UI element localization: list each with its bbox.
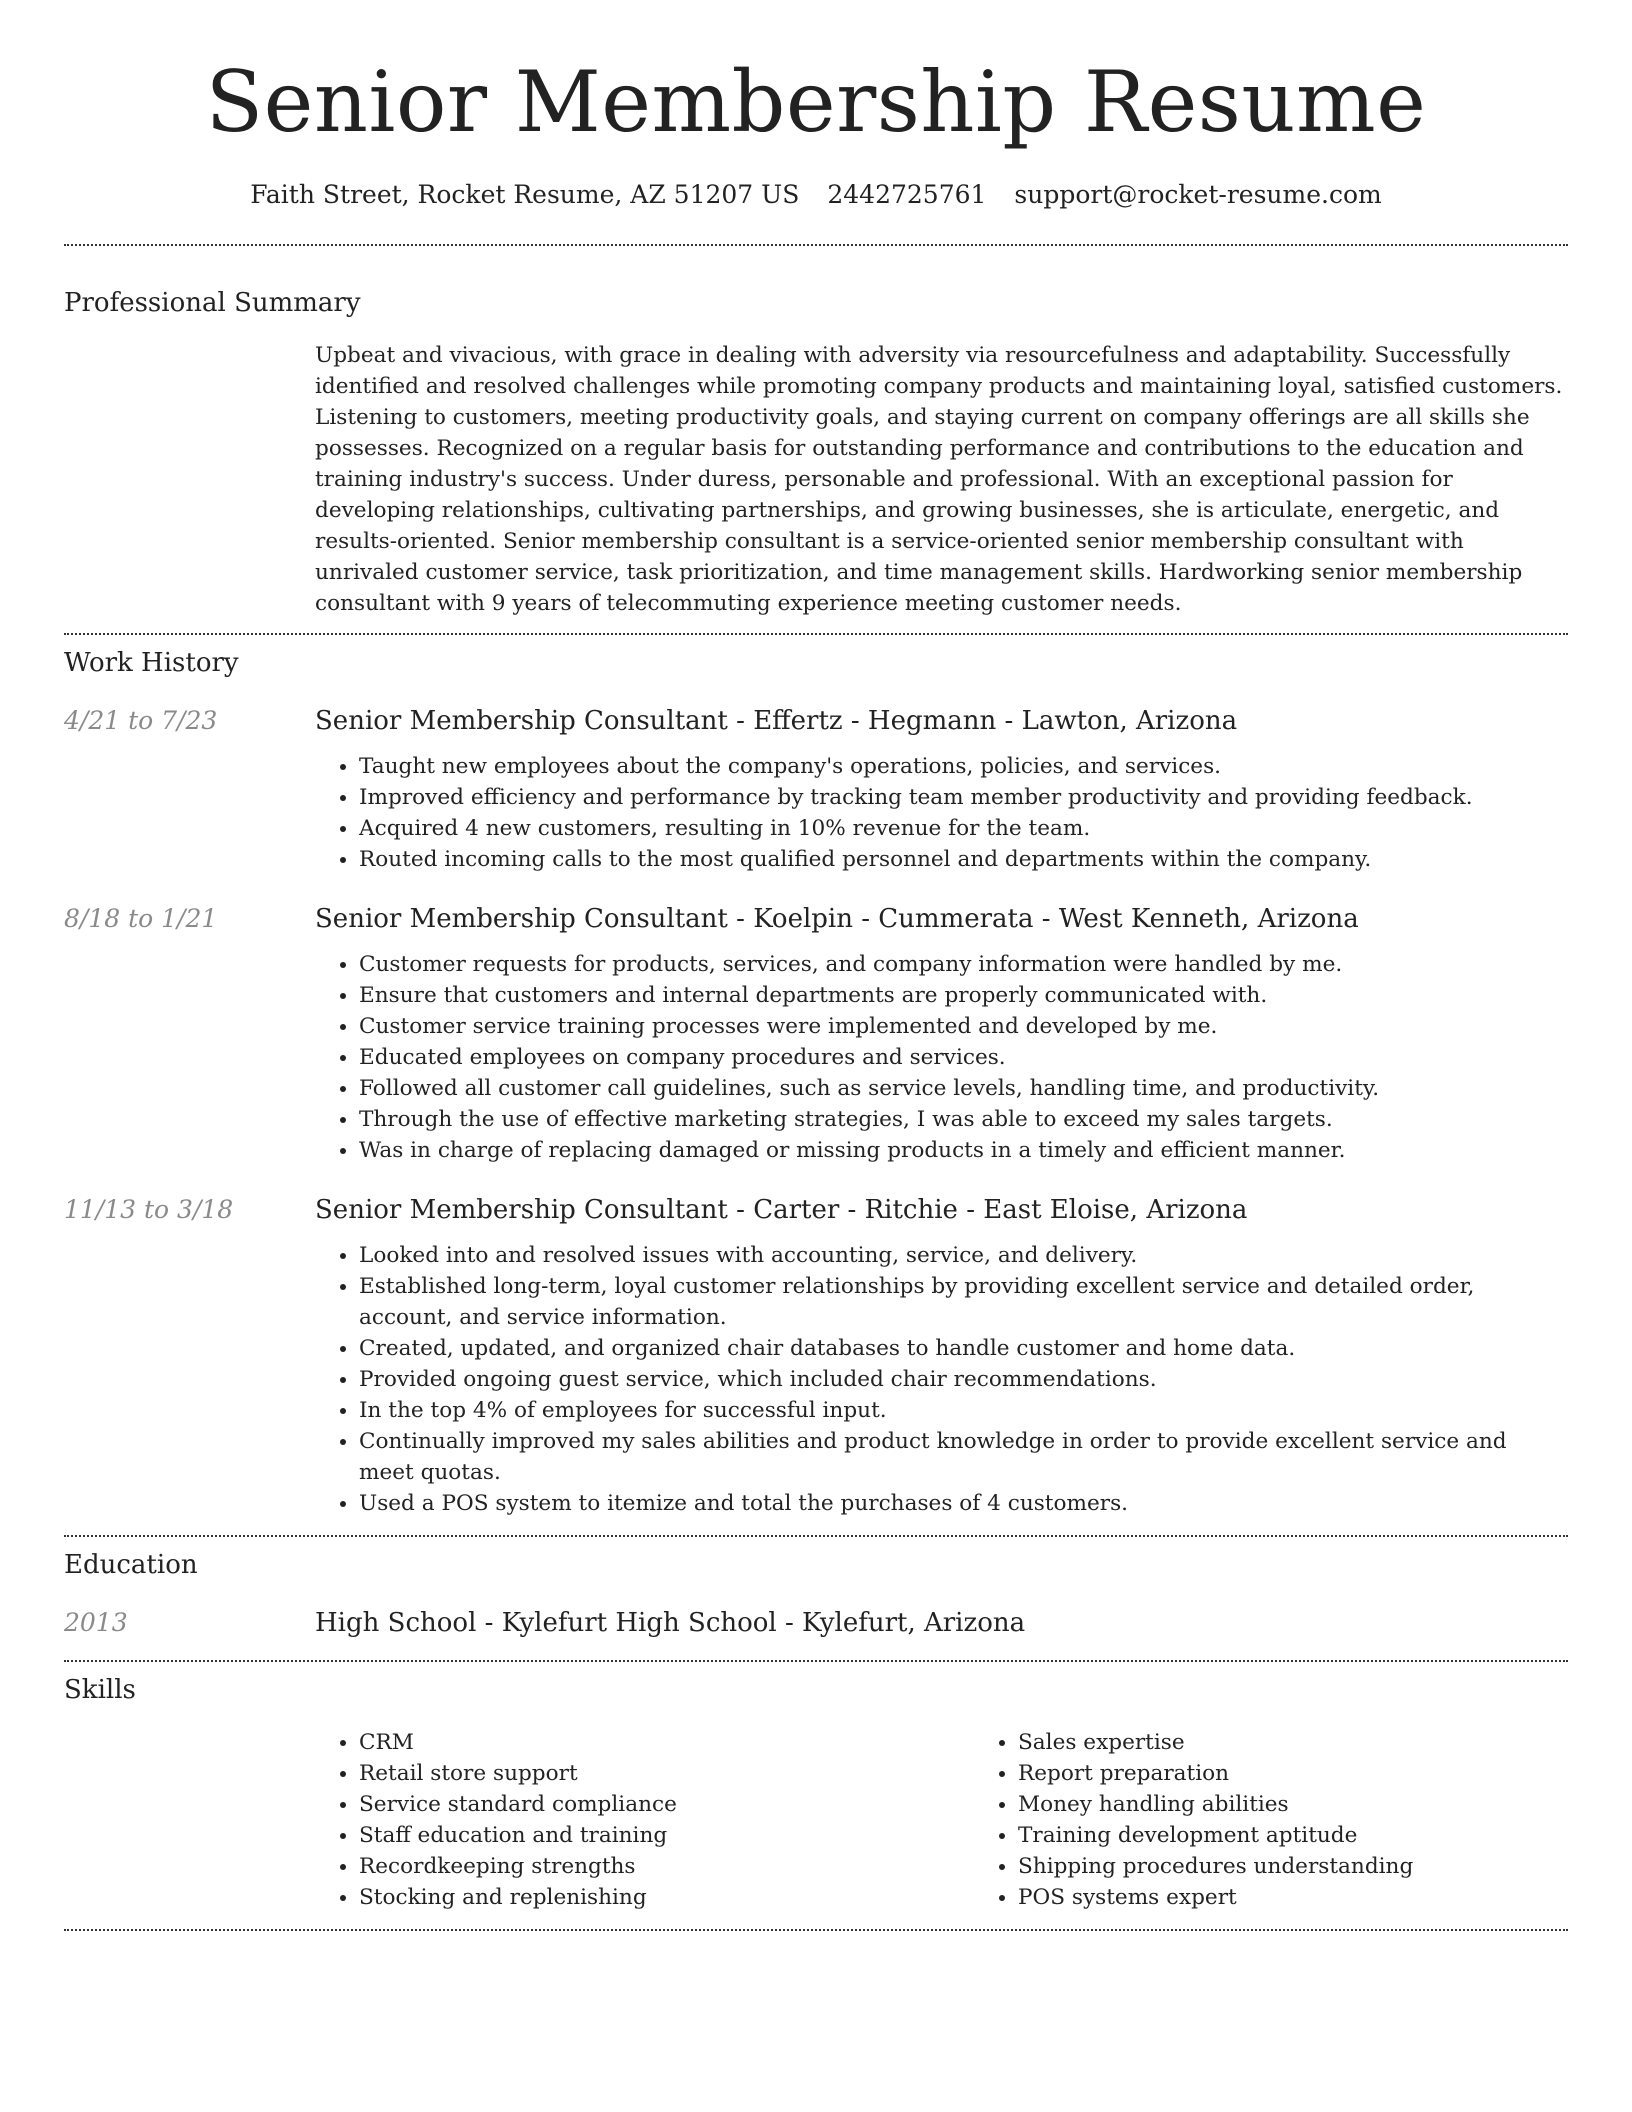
- contact-line: [64, 178, 1568, 212]
- list-item: • Followed all customer call guidelines, such as service levels, handling time, and productivity.: [359, 1073, 1568, 1104]
- job-bullets: [315, 949, 1568, 1166]
- skill-item: • Service standard compliance: [359, 1789, 974, 1820]
- skill-item: • Shipping procedures understanding: [1018, 1851, 1632, 1882]
- divider: [64, 1660, 1568, 1662]
- divider: [64, 244, 1568, 246]
- contact-email: support@rocket-resume.com: [1014, 180, 1382, 209]
- list-item: • Provided ongoing guest service, which included chair recommendations.: [359, 1364, 1568, 1395]
- list-item: • Customer requests for products, services, and company information were handled by me.: [359, 949, 1568, 980]
- skill-item: • Stocking and replenishing: [359, 1882, 974, 1913]
- section-title-summary: Professional Summary: [64, 288, 361, 318]
- skill-item: • Retail store support: [359, 1758, 974, 1789]
- skills-list-right: [974, 1727, 1632, 1913]
- skill-item: • Report preparation: [1018, 1758, 1632, 1789]
- list-item: • Continually improved my sales abilities and product knowledge in order to provide excellent service and meet quotas.: [359, 1426, 1568, 1488]
- divider: [64, 1929, 1568, 1931]
- section-title-skills: Skills: [64, 1675, 136, 1705]
- summary-text: Upbeat and vivacious, with grace in dealing with adversity via resourcefulness and adaptability. Successfully identified and resolved challenges while promoting company products and maintaining loyal, satisfied customers. Listening to customers, meeting productivity goals, and staying current on company offerings are all skills she possesses. Recognized on a regular basis for outstanding performance and contributions to the education and training industry's success. Under duress, personable and professional. With an exceptional passion for developing relationships, cultivating partnerships, and growing businesses, she is articulate, energetic, and results-oriented. Senior membership consultant is a service-oriented senior membership consultant with unrivaled customer service, task prioritization, and time management skills. Hardworking senior membership consultant with 9 years of telecommuting experience meeting customer needs.: [315, 343, 1563, 616]
- skill-item: • Staff education and training: [359, 1820, 974, 1851]
- section-title-work-history: Work History: [64, 648, 239, 678]
- job-dates: 11/13 to 3/18: [64, 1195, 234, 1224]
- skills-list-left: [315, 1727, 974, 1913]
- contact-phone: 2442725761: [827, 180, 987, 209]
- list-item: • Improved efficiency and performance by tracking team member productivity and providing feedback.: [359, 782, 1568, 813]
- education-details: High School - Kylefurt High School - Kylefurt, Arizona: [315, 1608, 1026, 1638]
- education-entry: [64, 1606, 1568, 1640]
- education-year: 2013: [64, 1608, 128, 1637]
- skill-item: • Sales expertise: [1018, 1727, 1632, 1758]
- job-dates: 8/18 to 1/21: [64, 904, 218, 933]
- resume-title: Senior Membership Resume: [205, 53, 1427, 151]
- job-dates: 4/21 to 7/23: [64, 706, 218, 735]
- divider: [64, 633, 1568, 635]
- list-item: • Taught new employees about the company's operations, policies, and services.: [359, 751, 1568, 782]
- list-item: • Created, updated, and organized chair databases to handle customer and home data.: [359, 1333, 1568, 1364]
- list-item: • Was in charge of replacing damaged or missing products in a timely and efficient manner.: [359, 1135, 1568, 1166]
- job-bullets: [315, 751, 1568, 875]
- list-item: • In the top 4% of employees for successful input.: [359, 1395, 1568, 1426]
- skill-item: • Money handling abilities: [1018, 1789, 1632, 1820]
- skill-item: • Recordkeeping strengths: [359, 1851, 974, 1882]
- list-item: • Educated employees on company procedures and services.: [359, 1042, 1568, 1073]
- list-item: • Routed incoming calls to the most qualified personnel and departments within the company.: [359, 844, 1568, 875]
- divider: [64, 1535, 1568, 1537]
- skill-item: • CRM: [359, 1727, 974, 1758]
- skills-columns: [315, 1727, 1632, 1913]
- job-bullets: [315, 1240, 1568, 1519]
- resume-page: [64, 0, 1568, 1931]
- list-item: • Acquired 4 new customers, resulting in 10% revenue for the team.: [359, 813, 1568, 844]
- section-title-education: Education: [64, 1550, 198, 1580]
- skill-item: • Training development aptitude: [1018, 1820, 1632, 1851]
- job-entry: [64, 902, 1568, 1166]
- list-item: • Through the use of effective marketing strategies, I was able to exceed my sales targets.: [359, 1104, 1568, 1135]
- list-item: • Established long-term, loyal customer relationships by providing excellent service and detailed order, account, and service information.: [359, 1271, 1568, 1333]
- job-title: Senior Membership Consultant - Koelpin - Cummerata - West Kenneth, Arizona: [315, 904, 1359, 934]
- job-entry: [64, 1193, 1568, 1519]
- job-title: Senior Membership Consultant - Effertz - Hegmann - Lawton, Arizona: [315, 706, 1238, 736]
- list-item: • Looked into and resolved issues with accounting, service, and delivery.: [359, 1240, 1568, 1271]
- contact-address: Faith Street, Rocket Resume, AZ 51207 US: [250, 180, 800, 209]
- job-title: Senior Membership Consultant - Carter - Ritchie - East Eloise, Arizona: [315, 1195, 1248, 1225]
- job-entry: [64, 704, 1568, 875]
- list-item: • Ensure that customers and internal departments are properly communicated with.: [359, 980, 1568, 1011]
- skill-item: • POS systems expert: [1018, 1882, 1632, 1913]
- list-item: • Customer service training processes were implemented and developed by me.: [359, 1011, 1568, 1042]
- list-item: • Used a POS system to itemize and total the purchases of 4 customers.: [359, 1488, 1568, 1519]
